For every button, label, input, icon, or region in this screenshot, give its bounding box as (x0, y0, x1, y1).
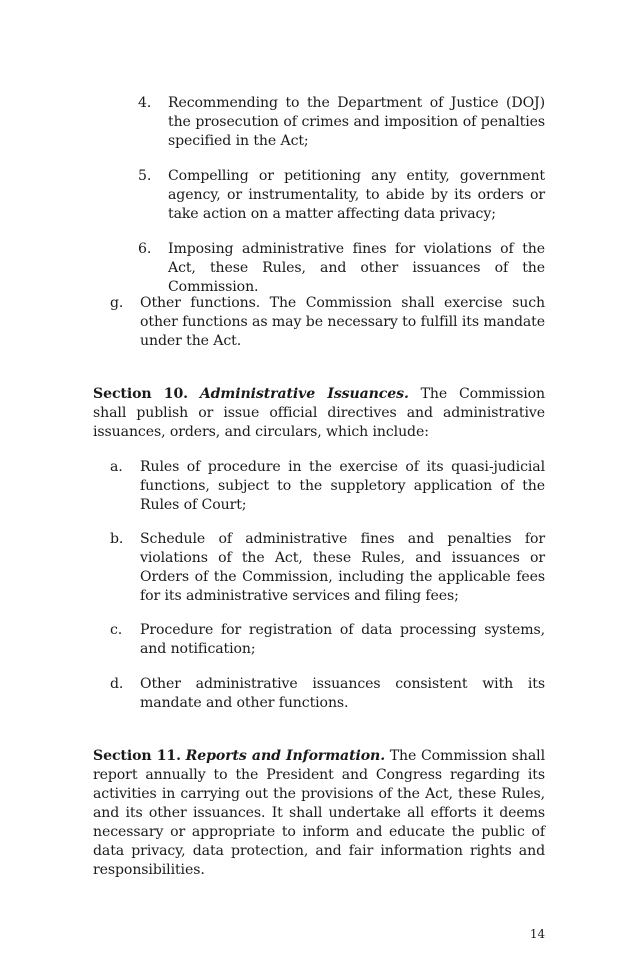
section-10-title: Administrative Issuances. (199, 386, 409, 402)
list-item-text: Other functions. The Commission shall exercise such other functions as may be necessary to fulfill its mandate under the Act. (140, 295, 545, 349)
list-item-letter: c. (110, 622, 123, 638)
list-item-letter: g. (110, 295, 124, 311)
list-item-text: Rules of procedure in the exercise of its quasi-judicial functions, subject to the suppletory application of the Rules of Court; (140, 459, 545, 513)
list-item-letter: a. (110, 459, 123, 475)
list-item-text: Procedure for registration of data processing systems, and notification; (140, 622, 545, 657)
list-item-number: 5. (138, 168, 152, 184)
section-11-title: Reports and Information. (185, 748, 385, 764)
page-number: 14 (529, 927, 545, 941)
list-item-letter: b. (110, 531, 124, 547)
list-item-letter: d. (110, 676, 124, 692)
list-item-text: Schedule of administrative fines and penalties for violations of the Act, these Rules, and issuances or Orders of the Commission, including the applicable fees for its administrative services and filing fees; (140, 531, 545, 604)
section-10-paragraph (93, 385, 545, 442)
section-11-paragraph (93, 747, 545, 880)
section-10-text: The Commission shall publish or issue official directives and administrative issuances, orders, and circulars, which include: (93, 386, 545, 440)
list-item-number: 6. (138, 241, 152, 257)
list-item-text: Compelling or petitioning any entity, government agency, or instrumentality, to abide by its orders or take action on a matter affecting data privacy; (168, 168, 545, 222)
section-11-label: Section 11. (93, 748, 181, 764)
list-item-number: 4. (138, 95, 152, 111)
section-11-text: The Commission shall report annually to the President and Congress regarding its activities in carrying out the provisions of the Act, these Rules, and its other issuances. It shall undertake all efforts it deems necessary or appropriate to inform and educate the public of data privacy, data protection, and fair information rights and responsibilities. (93, 748, 545, 878)
list-item-text: Other administrative issuances consistent with its mandate and other functions. (140, 676, 545, 711)
section-10-label: Section 10. (93, 386, 188, 402)
list-item-text: Imposing administrative fines for violations of the Act, these Rules, and other issuances of the Commission. (168, 241, 545, 295)
list-item-text: Recommending to the Department of Justice (DOJ) the prosecution of crimes and imposition of penalties specified in the Act; (168, 95, 545, 149)
